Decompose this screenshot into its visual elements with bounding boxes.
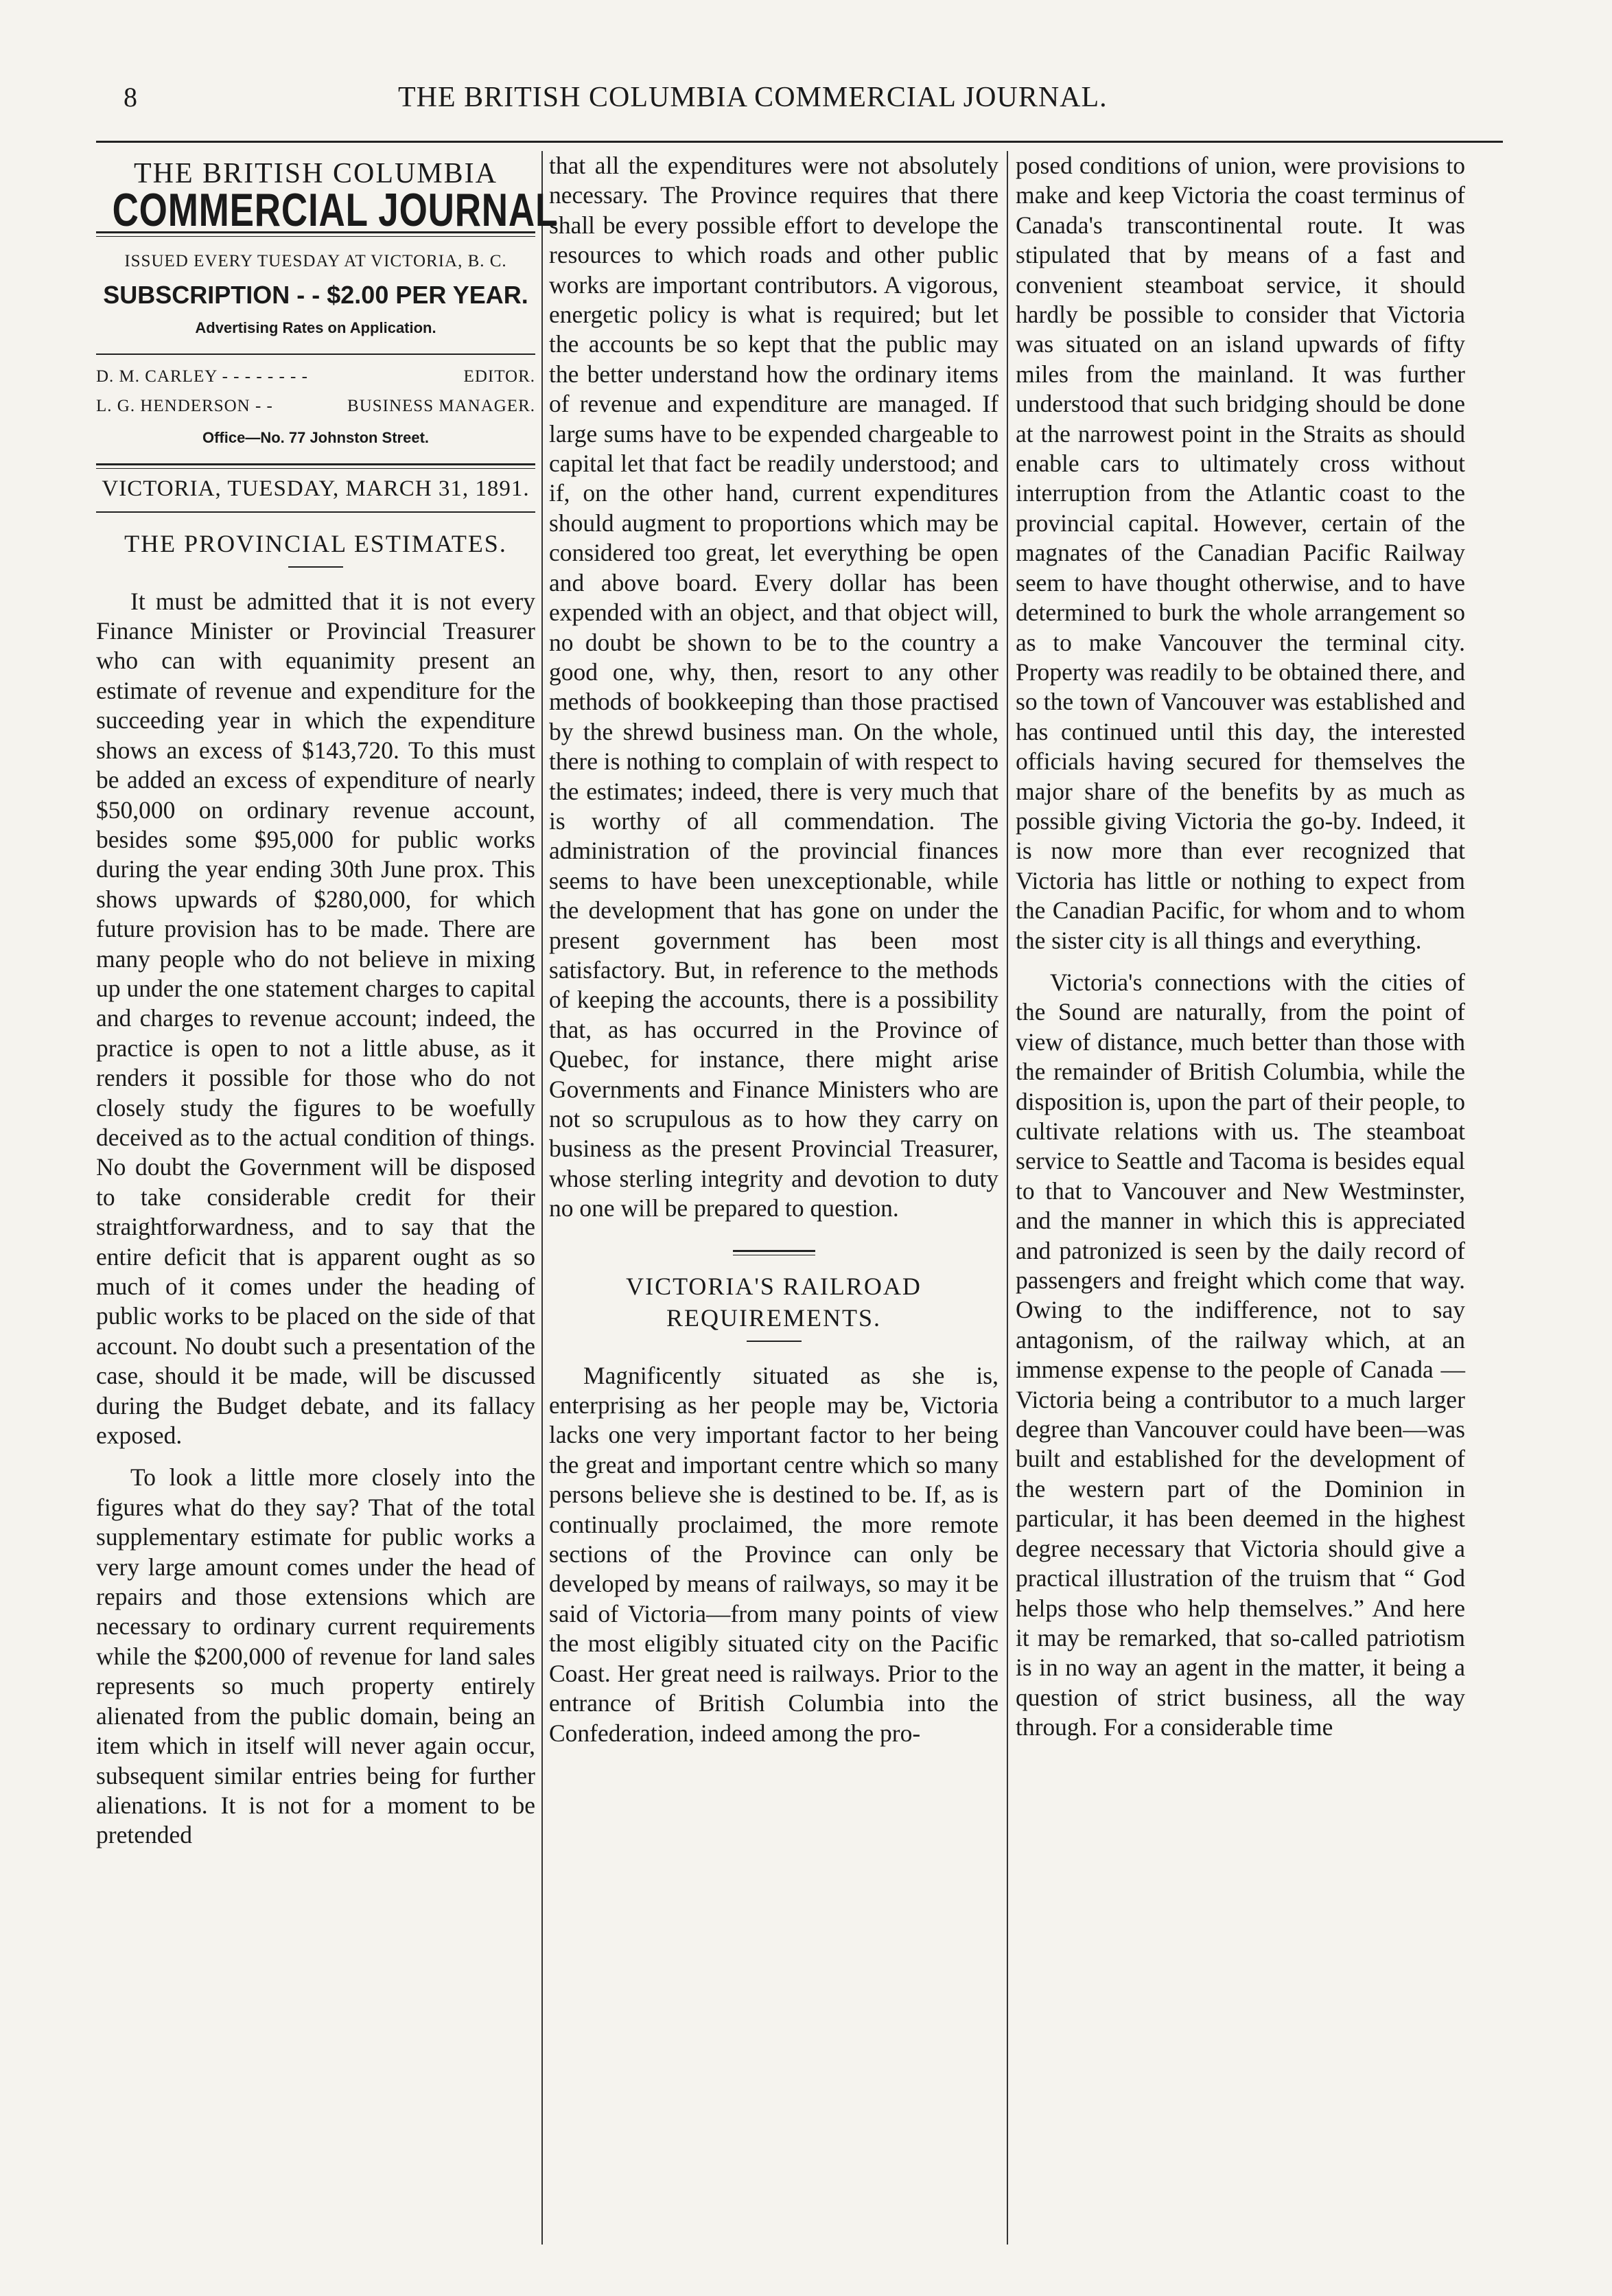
- column-2: [549, 151, 998, 1748]
- article-paragraph: It must be admitted that it is not every Finance Minister or Provincial Treasurer who can with equanimity present an estimate of revenue and expenditure for the succeeding year in which the expenditure shows an excess of $143,720. To this must be added an excess of expenditure of nearly $50,000 on ordinary revenue account, besides some $95,000 for public works during the year ending 30th June prox. This shows upwards of $280,000, for which future provision has to be made. There are many people who do not believe in mixing up under the one statement charges to capital and charges to revenue account; indeed, the practice is open to not a little abuse, as it renders it possible for those who do not closely study the figures to be woefully deceived as to the actual condition of things. No doubt the Government will be disposed to take considerable credit for their straightforwardness, and to say that the entire deficit that is apparent ought as so much of it comes under the heading of public works to be placed on the side of that account. No doubt such a presentation of the case, should it be made, will be discussed during the Budget debate, and its fallacy exposed.: [96, 587, 535, 1450]
- masthead-subscription: SUBSCRIPTION - - $2.00 PER YEAR.: [103, 281, 528, 310]
- article-paragraph: Victoria's connections with the cities of the Sound are naturally, from the point of view of distance, much better than those with the remainder of British Columbia, while the disposition is, upon the part of their people, to cultivate relations with us. The steamboat service to Seattle and Tacoma is besides equal to that to Vancouver and New Westminster, and the manner in which this is appreciated and patronized is seen by the daily record of passengers and freight which come that way. Owing to the indifference, not to say antagonism, of the railway which, at an immense expense to the people of Canada —Victoria being a contributor to a much larger degree than Vancouver could have been—was built and established for the development of the western part of the Dominion in particular, it has been deemed in the highest degree necessary that Victoria should give a practical illustration of the truism that “ God helps those who help themselves.” And here it may be remarked, that so-called patriotism is in no way an agent in the matter, it being a question of strict business, all the way through. For a considerable time: [1016, 968, 1465, 1741]
- staff-editor: [96, 362, 535, 391]
- column-divider: [541, 151, 543, 2245]
- article-paragraph: Magnificently situated as she is, enterprising as her people may be, Victoria lacks one very important factor to her being the great and important centre which so many persons believe she is destined to be. If, as is continually proclaimed, the more remote sections of the Province can only be developed by means of railways, so may it be said of Victoria—from many points of view the most eligibly situated city on the Pacific Coast. Her great need is railways. Prior to the entrance of British Columbia into the Confederation, indeed among the pro-: [549, 1361, 998, 1747]
- column-divider: [1007, 151, 1008, 2245]
- article-heading: VICTORIA'S RAILROAD REQUIREMENTS.: [626, 1272, 922, 1332]
- staff-name: D. M. CARLEY - - - - - - - -: [96, 367, 308, 386]
- column-1: [96, 151, 559, 1851]
- staff-business-manager: [96, 391, 535, 421]
- column-3: [1016, 151, 1465, 1743]
- heading-rule: [288, 566, 343, 568]
- article-heading: THE PROVINCIAL ESTIMATES.: [124, 529, 507, 557]
- masthead: [96, 158, 559, 513]
- article-paragraph: To look a little more closely into the figures what do they say? That of the total supplementary estimate for public works a very large amount comes under the head of repairs and those extensions which are necessary to ordinary current requirements while the $200,000 of revenue for land sales represents so much property entirely alienated from the public domain, being an item which in itself will never again occur, subsequent similar entries being for further alienations. It is not for a moment to be pretended: [96, 1463, 535, 1849]
- staff-role: BUSINESS MANAGER.: [347, 397, 535, 416]
- staff-name: L. G. HENDERSON - -: [96, 397, 273, 416]
- section-rule: [733, 1250, 815, 1255]
- dateline: VICTORIA, TUESDAY, MARCH 31, 1891.: [102, 476, 530, 502]
- masthead-office: Office—No. 77 Johnston Street.: [202, 428, 430, 446]
- header-rule: [96, 141, 1503, 143]
- running-title: THE BRITISH COLUMBIA COMMERCIAL JOURNAL.: [398, 82, 1108, 113]
- page-number: 8: [124, 82, 137, 113]
- masthead-rule: [96, 353, 535, 355]
- masthead-rule: [96, 511, 535, 513]
- masthead-rule: [96, 463, 535, 469]
- staff-role: EDITOR.: [463, 367, 535, 386]
- masthead-title-line1: THE BRITISH COLUMBIA: [134, 158, 498, 189]
- article-paragraph: posed conditions of union, were provisions to make and keep Victoria the coast terminus of Canada's transcontinental route. It was stipulated that by means of a fast and convenient steamboat service, it should hardly be possible to consider that Victoria was situated on an island upwards of fifty miles from the mainland. It was further understood that such bridging should be done at the narrowest point in the Straits as should enable cars to ultimately cross without interruption from the Atlantic coast to the provincial capital. However, certain of the magnates of the Canadian Pacific Railway seem to have thought otherwise, and to have determined to burk the whole arrangement so as to make Vancouver the terminal city. Property was readily to be obtained there, and so the town of Vancouver was established and has continued until this day, the interested officials having secured for themselves the major share of the benefits by as much as possible giving Victoria the go-by. Indeed, it is now more than ever recognized that Victoria has little or nothing to expect from the Canadian Pacific, for whom and to whom the sister city is all things and everything.: [1016, 152, 1465, 954]
- masthead-advertising: Advertising Rates on Application.: [195, 318, 436, 336]
- heading-rule: [747, 1341, 802, 1342]
- masthead-issued: ISSUED EVERY TUESDAY AT VICTORIA, B. C.: [124, 251, 507, 270]
- article-paragraph: that all the expenditures were not absolutely necessary. The Province requires that there shall be every possible effort to develope the resources to which roads and other public works are important contributors. A vigorous, energetic policy is what is required; but let the accounts be so kept that the public may the better understand how the ordinary items of revenue and expenditure are managed. If large sums have to be expended chargeable to capital let that fact be readily understood; and if, on the other hand, current expenditures should augment to proportions which may be considered too great, let everything be open and above board. Every dollar has been expended with an object, and that object will, no doubt be shown to be to the country a good one, why, then, resort to any other methods of bookkeeping than those practised by the shrewd business man. On the whole, there is nothing to complain of with respect to the estimates; indeed, there is very much that is worthy of all commendation. The administration of the provincial finances seems to have been unexceptionable, while the development that has gone on under the present government has been most satisfactory. But, in reference to the methods of keeping the accounts, there is a possibility that, as has occurred in the Province of Quebec, for instance, there might arise Governments and Finance Ministers who are not so scrupulous as to how they carry on business as the present Provincial Treasurer, whose sterling integrity and devotion to duty no one will be prepared to question.: [549, 152, 998, 1222]
- page-header: [124, 81, 1324, 129]
- masthead-title-line2: COMMERCIAL JOURNAL: [112, 184, 559, 237]
